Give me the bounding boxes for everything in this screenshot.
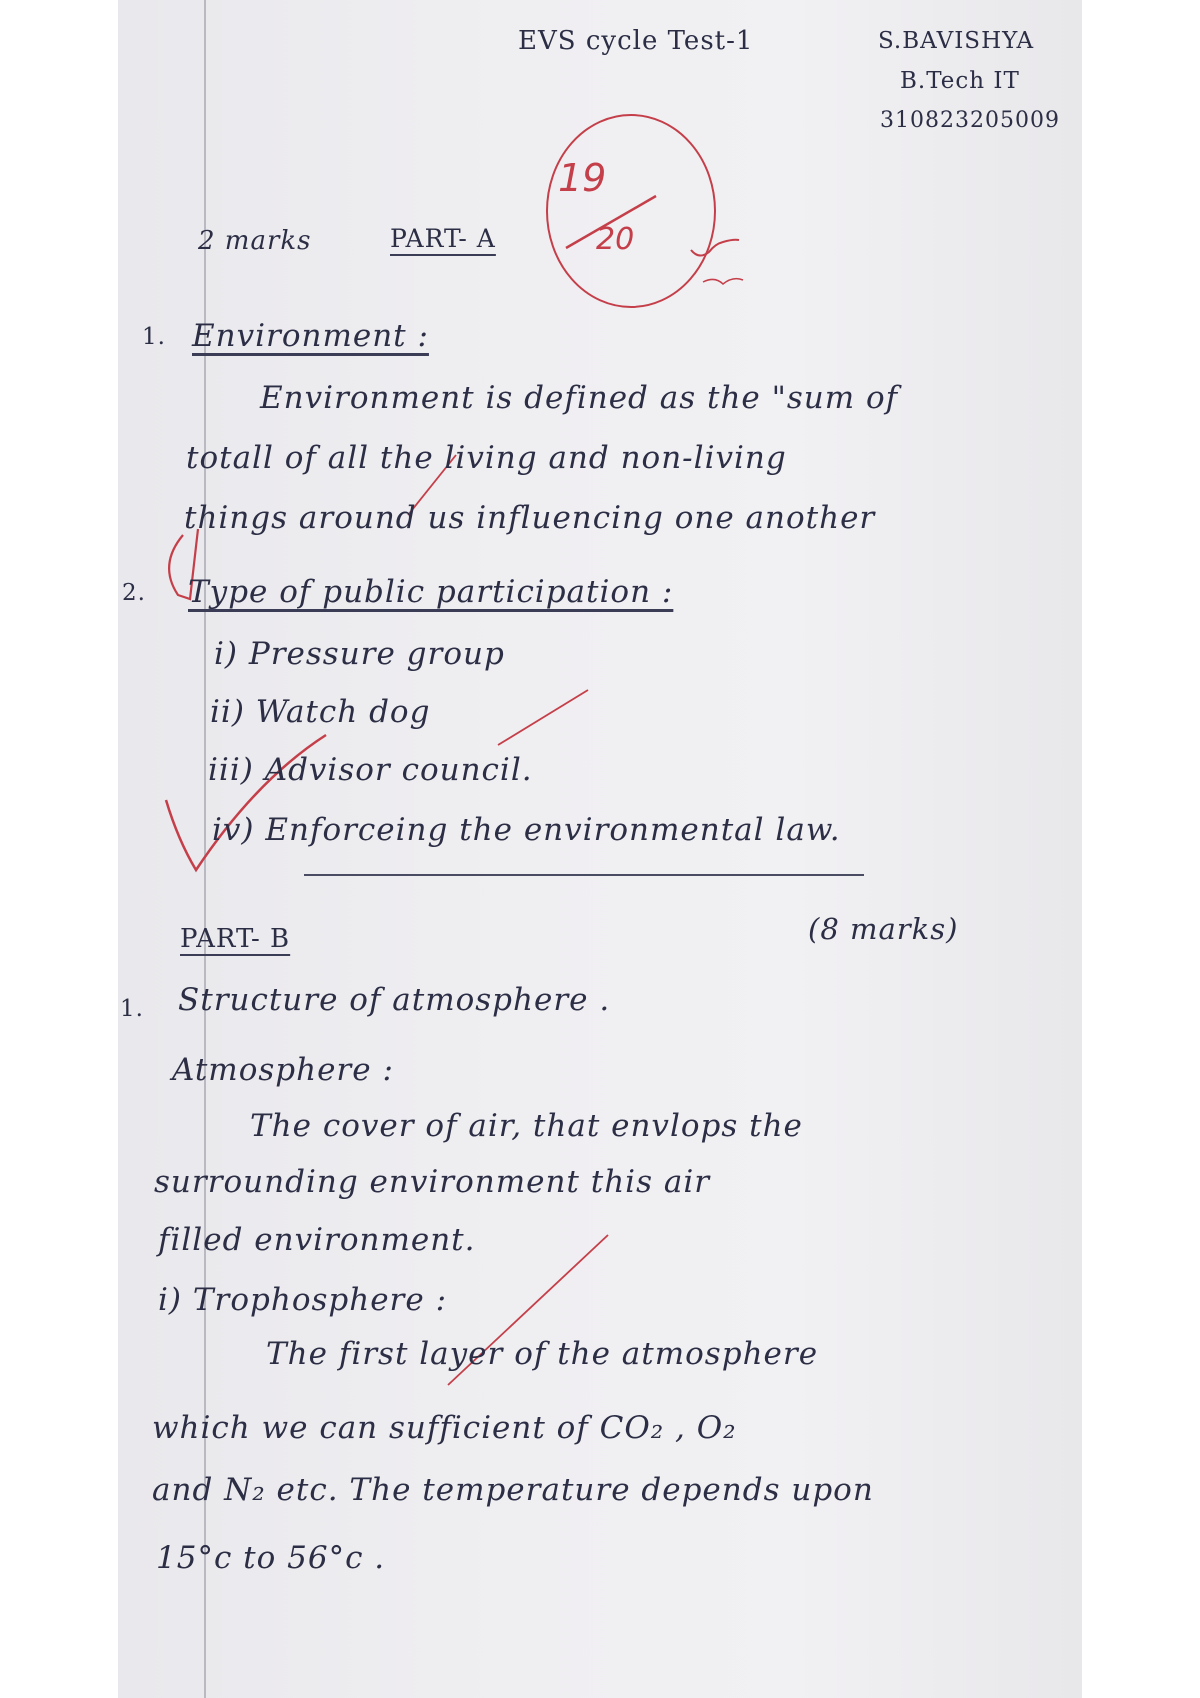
atmosphere-def-line: The cover of air, that envlops the: [250, 1108, 803, 1144]
atmosphere-def-line: surrounding environment this air: [154, 1164, 711, 1200]
q1-line: things around us influencing one another: [184, 500, 876, 536]
part-a-heading: PART- A: [390, 224, 496, 253]
q2-item: iv) Enforceing the environmental law.: [212, 812, 841, 848]
atmosphere-subtitle: Atmosphere :: [172, 1052, 394, 1088]
layer-title: i) Trophosphere :: [158, 1282, 448, 1318]
part-b-marks-label: (8 marks): [808, 912, 959, 946]
score-obtained: 19: [558, 156, 607, 200]
layer-line: which we can sufficient of CO₂ , O₂: [152, 1410, 737, 1446]
q1-line: totall of all the living and non-living: [186, 440, 787, 476]
q2-item: i) Pressure group: [214, 636, 505, 672]
layer-line: The first layer of the atmosphere: [266, 1336, 819, 1372]
q2-item: iii) Advisor council.: [208, 752, 533, 788]
score-total: 20: [596, 222, 635, 257]
q1-title: Environment :: [192, 318, 429, 354]
checker-initials: [703, 279, 743, 284]
check-slash-q2: [498, 690, 588, 745]
layer-line: 15°c to 56°c .: [156, 1540, 386, 1576]
student-name: S.BAVISHYA: [878, 28, 1035, 54]
q1-line: Environment is defined as the "sum of: [260, 380, 899, 416]
q2-item: ii) Watch dog: [210, 694, 431, 730]
q1-number: 1.: [142, 324, 166, 350]
section-divider: [304, 874, 864, 876]
test-title: EVS cycle Test-1: [518, 26, 754, 56]
student-roll: 310823205009: [880, 108, 1060, 133]
checker-signature: [691, 240, 739, 256]
partb-q1-title: Structure of atmosphere .: [178, 982, 611, 1018]
part-a-marks-label: 2 marks: [198, 226, 312, 256]
part-b-heading: PART- B: [180, 924, 291, 954]
student-course: B.Tech IT: [900, 68, 1020, 94]
layer-line: and N₂ etc. The temperature depends upon: [152, 1472, 874, 1508]
q2-number: 2.: [122, 580, 146, 606]
atmosphere-def-line: filled environment.: [158, 1222, 476, 1258]
q2-title: Type of public participation :: [188, 574, 674, 610]
answer-sheet-page: [118, 0, 1082, 1698]
partb-q1-number: 1.: [120, 996, 144, 1022]
